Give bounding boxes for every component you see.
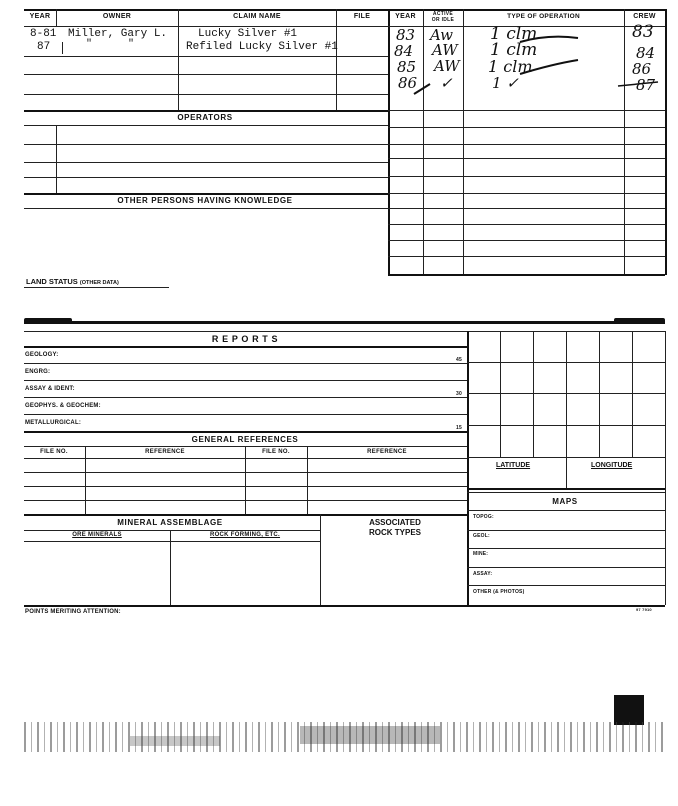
geology-num: 45 bbox=[456, 357, 462, 363]
general-references-title: GENERAL REFERENCES bbox=[191, 435, 299, 444]
ref-fileno-2: FILE NO. bbox=[262, 449, 290, 455]
act-row4-crew: 87 bbox=[636, 76, 656, 94]
act-row3-active: AW bbox=[434, 57, 460, 75]
latitude-label: LATITUDE bbox=[496, 462, 531, 469]
handwritten-strokes bbox=[388, 26, 665, 110]
act-row2-type: 1 clm bbox=[490, 40, 538, 60]
crew-header: CREW bbox=[633, 13, 656, 20]
act-row3-type: 1 clm bbox=[488, 57, 533, 76]
map-other: OTHER (& PHOTOS) bbox=[473, 589, 525, 595]
ref-fileno-1: FILE NO. bbox=[40, 449, 68, 455]
act-row1-crew: 83 bbox=[632, 22, 654, 42]
row1-year: 8-81 bbox=[30, 28, 57, 40]
other-persons-title: OTHER PERSONS HAVING KNOWLEDGE bbox=[117, 196, 293, 205]
file-header: FILE bbox=[353, 13, 371, 20]
associated-rock-types: ASSOCIATED ROCK TYPES bbox=[368, 518, 421, 537]
geophys-label: GEOPHYS. & GEOCHEM: bbox=[25, 403, 101, 409]
mineral-title: MINERAL ASSEMBLAGE bbox=[117, 518, 223, 527]
points-meriting-attention: POINTS MERITING ATTENTION: bbox=[25, 609, 121, 615]
ore-minerals-header: ORE MINERALS bbox=[72, 532, 122, 538]
divider-bar bbox=[24, 321, 665, 324]
row2-claim: Refiled Lucky Silver #1 bbox=[186, 41, 338, 53]
land-status-label: LAND STATUS (OTHER DATA) bbox=[26, 277, 119, 286]
assay-label: ASSAY & IDENT: bbox=[25, 386, 75, 392]
assay-num: 30 bbox=[456, 391, 462, 397]
map-assay: ASSAY: bbox=[473, 571, 493, 577]
map-topog: TOPOG: bbox=[473, 514, 494, 520]
row2-owner: " " bbox=[86, 39, 135, 50]
engrg-label: ENGRG: bbox=[25, 369, 51, 375]
row1-claim: Lucky Silver #1 bbox=[198, 28, 298, 40]
claim-name-header: CLAIM NAME bbox=[233, 13, 281, 20]
act-row3-crew: 86 bbox=[632, 60, 652, 78]
active-idle-header: ACTIVE OR IDLE bbox=[431, 11, 455, 23]
map-mine: MINE: bbox=[473, 551, 489, 557]
map-geol: GEOL: bbox=[473, 533, 490, 539]
row1-owner: Miller, Gary L. bbox=[68, 28, 168, 40]
act-row1-year: 83 bbox=[396, 26, 416, 44]
act-row4-active: ✓ bbox=[440, 74, 453, 92]
geology-label: GEOLOGY: bbox=[25, 352, 59, 358]
form-number: 97 7910 bbox=[636, 607, 652, 612]
owner-header: OWNER bbox=[102, 13, 132, 20]
ref-reference-1: REFERENCE bbox=[145, 449, 185, 455]
act-row2-year: 84 bbox=[394, 42, 414, 60]
act-row1-active: Aw bbox=[430, 26, 453, 44]
year-header: YEAR bbox=[29, 13, 51, 20]
activity-year-header: YEAR bbox=[395, 13, 416, 20]
row2-year: 87 bbox=[37, 41, 51, 53]
act-row2-crew: 84 bbox=[636, 44, 656, 62]
scan-artifact-block bbox=[614, 695, 644, 725]
operators-title: OPERATORS bbox=[177, 113, 233, 122]
act-row3-year: 85 bbox=[397, 58, 417, 76]
act-row4-type: 1 ✓ bbox=[492, 74, 519, 92]
metallurgical-label: METALLURGICAL: bbox=[25, 420, 82, 426]
rock-forming-header: ROCK FORMING, ETC. bbox=[209, 532, 281, 538]
act-row2-active: AW bbox=[432, 41, 458, 59]
metallurgical-num: 15 bbox=[456, 425, 462, 431]
maps-title: MAPS bbox=[552, 497, 578, 506]
reports-title: R E P O R T S bbox=[211, 334, 279, 344]
longitude-label: LONGITUDE bbox=[591, 462, 633, 469]
act-row4-year: 86 bbox=[398, 74, 418, 92]
act-row1-type: 1 clm bbox=[490, 24, 538, 44]
ref-reference-2: REFERENCE bbox=[367, 449, 407, 455]
type-of-operation-header: TYPE OF OPERATION bbox=[507, 13, 580, 20]
